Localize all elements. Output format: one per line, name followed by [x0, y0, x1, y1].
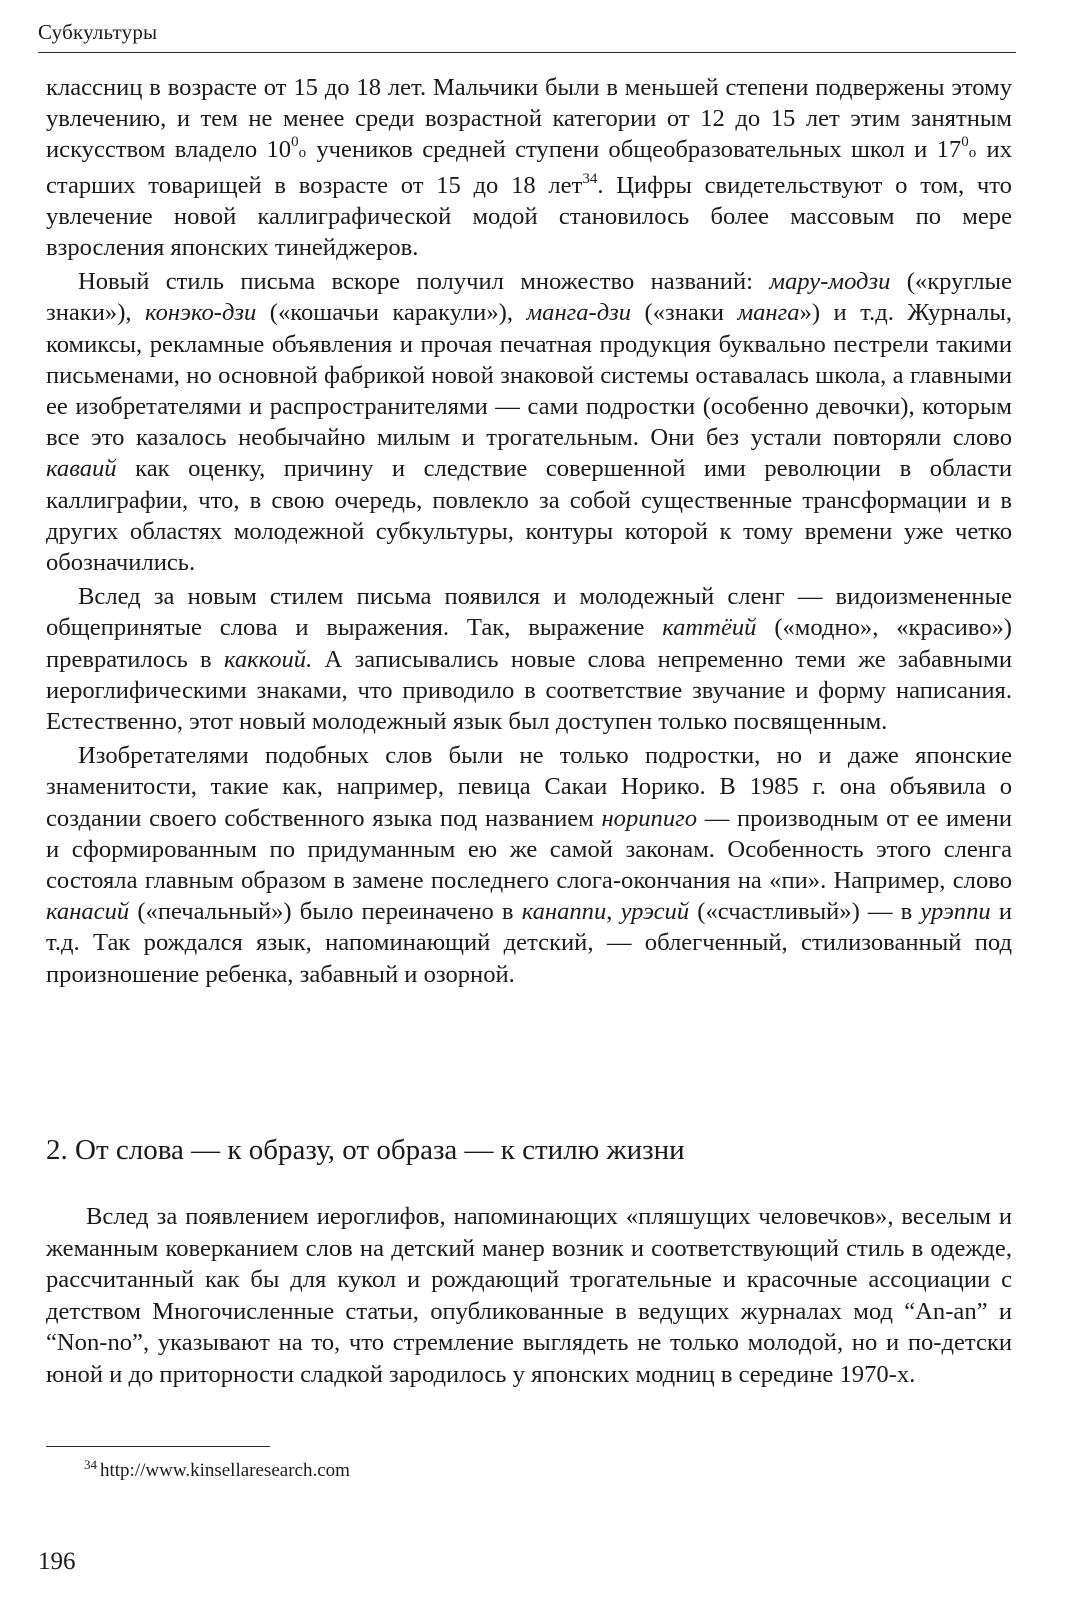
paragraph-4 — [46, 740, 1012, 990]
percent-lower-mark: о — [968, 145, 978, 162]
italic-term: канасий — [46, 898, 130, 926]
percent-lower-mark: о — [298, 145, 308, 162]
text-run: . Цифры свидетельствуют о том, что увлечение новой каллиграфической модой становилось более массовым по мере взросления японских тинейджеров. — [46, 171, 1012, 262]
italic-term: каваий — [46, 455, 117, 483]
text-run: классниц в возрасте от 15 до 18 лет. Мальчики были в меньшей степени подвержены этому увлечению, и тем не менее среди возрастной категории от 12 до 15 лет этим занятным искусством владело 10 — [46, 74, 1012, 164]
italic-term: манга-дзи — [526, 299, 632, 327]
text-run: («счастливый») — в — [689, 898, 921, 926]
italic-term: канаппи — [521, 898, 607, 926]
header-rule — [38, 52, 1016, 53]
text-run: Изобретателями подобных слов были не только подростки, но и даже японские знаменитости, такие как, например, певица Сакаи Норико. В 1985 г. она объявила о создании своего собственного языка под названием — [46, 742, 1012, 832]
text-run: («кошачьи каракули»), — [256, 299, 527, 327]
text-run: А записывались новые слова непременно теми же забавными иероглифическими знаками, что приводило в соответствие звучание и форму написания. Естественно, этот новый молодежный язык был доступен только посвященным. — [46, 645, 1012, 736]
footnote-marker: 34 — [84, 1457, 97, 1472]
text-run: («круглые знаки»), — [46, 268, 1012, 327]
text-run: их старших товарищей в возрасте от 15 до 18 лет — [46, 136, 1012, 199]
italic-term: мару-модзи — [769, 268, 891, 296]
paragraph-1 — [46, 72, 1012, 263]
text-run: и т.д. Так рождался язык, напоминающий детский, — облегченный, стилизованный под произношение ребенка, забавный и озорной. — [46, 898, 1013, 988]
paragraph-2 — [46, 266, 1012, 578]
percent-degree-mark: 0 — [291, 134, 299, 151]
italic-term: урэппи — [920, 898, 991, 926]
text-run: («знаки — [631, 299, 738, 327]
text-run: («печальный») было переиначено в — [129, 898, 522, 926]
footnote-reference[interactable]: 34 — [582, 170, 598, 187]
text-run: учеников средней ступени общеобразовательных школ и 17 — [307, 136, 962, 164]
text-run: («модно», «красиво») превратилось в — [46, 614, 1012, 673]
footnote-rule — [46, 1446, 270, 1447]
italic-term: норипиго — [601, 804, 698, 832]
italic-term: каккоий. — [223, 645, 313, 673]
percent-degree-mark: 0 — [961, 134, 969, 151]
section-text — [46, 1201, 1012, 1391]
italic-term: каттёий — [662, 614, 757, 642]
italic-term: конэко-дзи — [145, 299, 257, 327]
section-paragraph-1: Вслед за появлением иероглифов, напоминающих «пляшущих человечков», веселым и жеманным коверканием слов на детский манер возник и соответствующий стиль в одежде, рассчитанный как бы для кукол и рождающий трогательные и красочные ассоциации с детством Многочисленные статьи, опубликованные в ведущих журналах мод “An-an” и “Non-no”, указывают на то, что стремление выглядеть не только молодой, но и по-детски юной и до приторности сладкой зародилось у японских модниц в середине 1970-х. — [46, 1203, 1012, 1388]
text-run: ») и т.д. Журналы, комиксы, рекламные объявления и прочая печатная продукция буквально пестрели такими письменами, но основной фабрикой новой знаковой системы оставалась школа, а главными ее изобретателями и распространителями — сами подростки (особенно девочки), которым все это казалось необычайно милым и трогательным. Они без устали повторяли слово — [46, 299, 1013, 452]
italic-term: манга — [737, 299, 800, 327]
paragraph-3 — [46, 581, 1012, 737]
footnote-link[interactable]: http://www.kinsellaresearch.com — [100, 1460, 350, 1481]
main-text — [46, 72, 1012, 990]
text-run: , — [606, 898, 621, 926]
italic-term: урэсий — [620, 898, 690, 926]
text-run: Новый стиль письма вскоре получил множество названий: — [78, 268, 770, 296]
text-run: — производным от ее имени и сформированным по придуманным ею же самой законам. Особенность этого сленга состояла главным образом в замене последнего слога-окончания на «пи». Например, слово — [46, 804, 1013, 895]
page-number: 196 — [38, 1548, 76, 1575]
section-heading: 2. От слова — к образу, от образа — к стилю жизни — [46, 1134, 685, 1166]
text-run: как оценку, причину и следствие совершенной ими революции в области каллиграфии, что, в свою очередь, повлекло за собой существенные трансформации и в других областях молодежной субкультуры, контуры которой к тому времени уже четко обозначились. — [46, 455, 1012, 577]
running-head: Субкультуры — [38, 20, 158, 44]
text-run: Вслед за новым стилем письма появился и молодежный сленг — видоизмененные общепринятые слова и выражения. Так, выражение — [46, 583, 1012, 642]
footnote — [84, 1458, 350, 1484]
